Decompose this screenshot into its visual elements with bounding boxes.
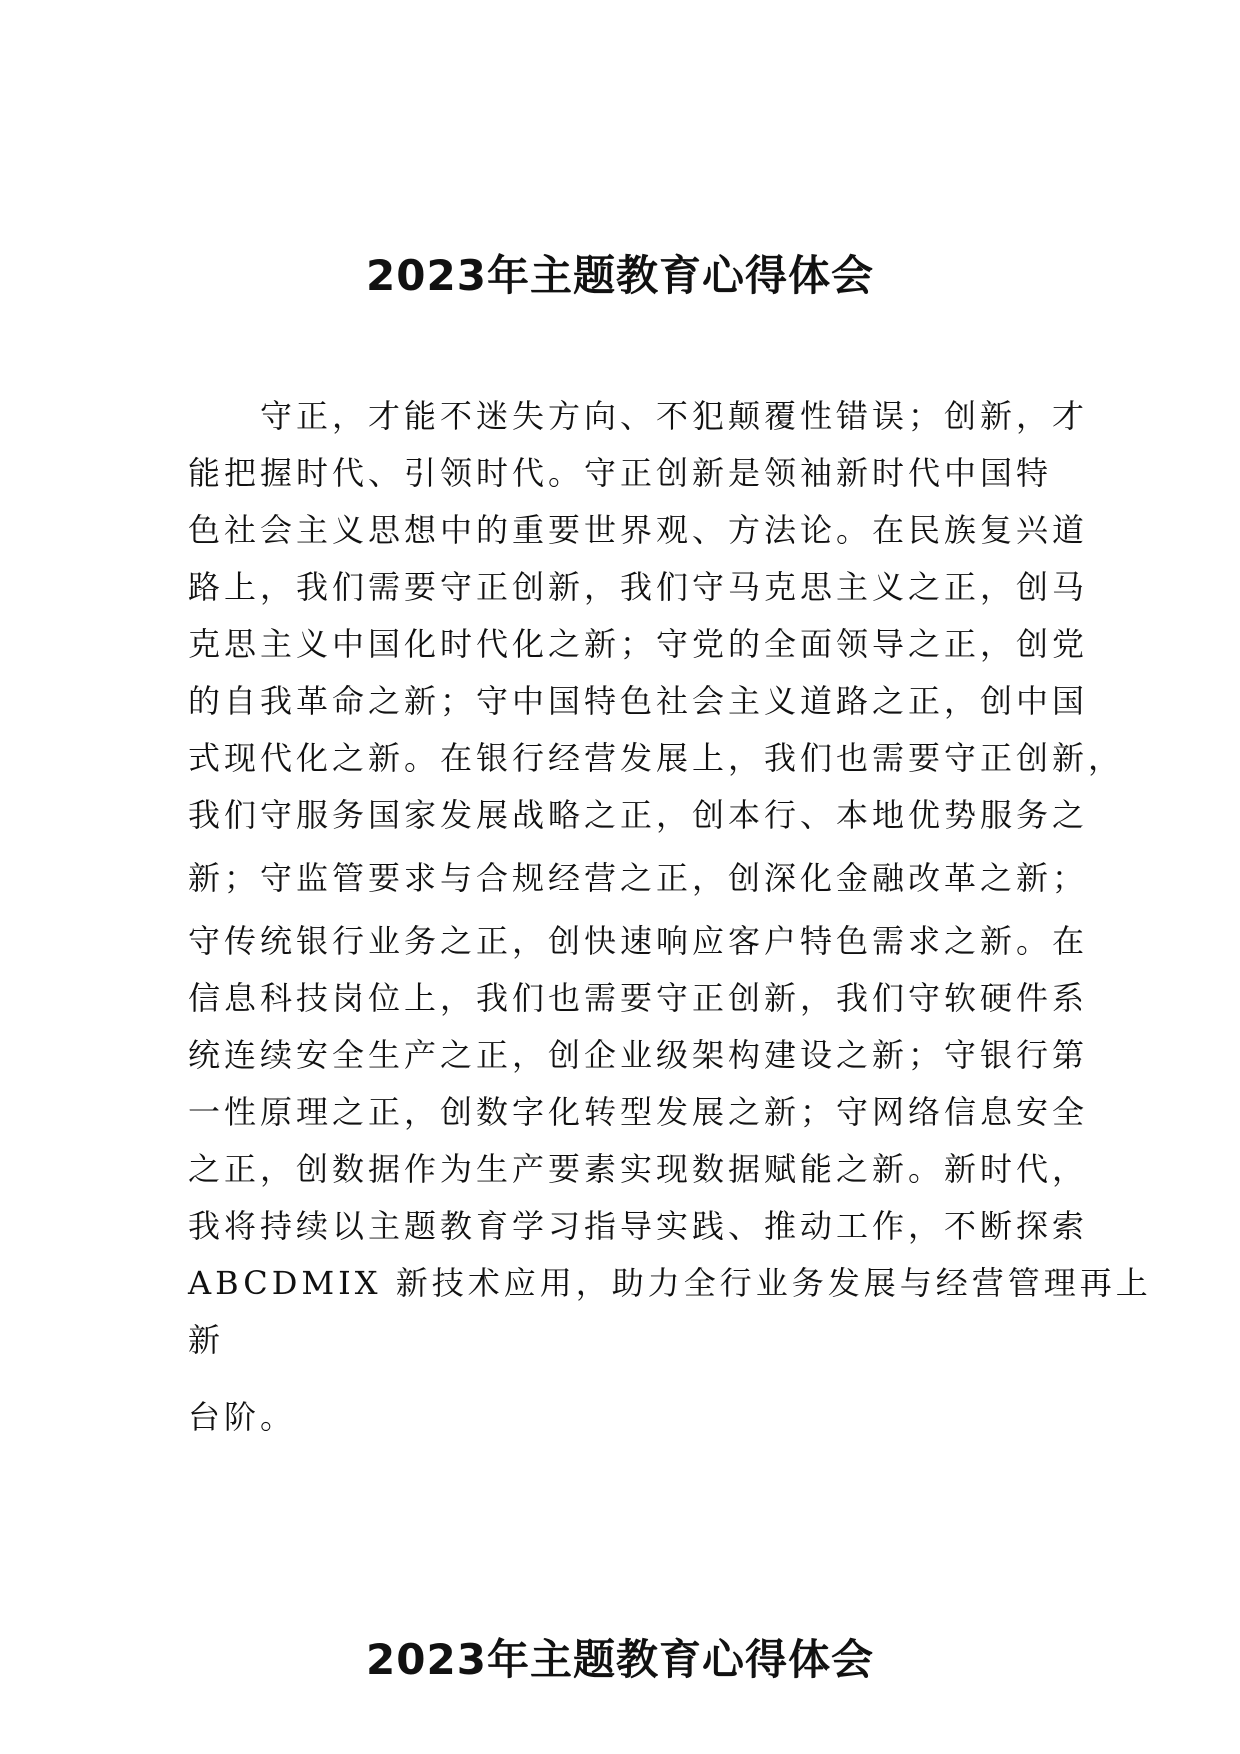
paragraph-line: 路上，我们需要守正创新，我们守马克思主义之正，创马 <box>188 568 1089 606</box>
next-page-title: 2023年主题教育心得体会 <box>366 1635 874 1684</box>
paragraph-line: 之正，创数据作为生产要素实现数据赋能之新。新时代， <box>188 1150 1089 1188</box>
paragraph-line: 新；守监管要求与合规经营之正，创深化金融改革之新； <box>188 859 1089 897</box>
paragraph-line: 新 <box>188 1321 225 1359</box>
paragraph-line: 色社会主义思想中的重要世界观、方法论。在民族复兴道 <box>188 511 1089 549</box>
paragraph-line: 信息科技岗位上，我们也需要守正创新，我们守软硬件系 <box>188 979 1089 1017</box>
page-title: 2023年主题教育心得体会 <box>366 251 874 300</box>
paragraph-line: 的自我革命之新；守中国特色社会主义道路之正，创中国 <box>188 682 1089 720</box>
paragraph-line: 我们守服务国家发展战略之正，创本行、本地优势服务之 <box>188 796 1089 834</box>
paragraph-line: 一性原理之正，创数字化转型发展之新；守网络信息安全 <box>188 1093 1089 1131</box>
paragraph-line: 我将持续以主题教育学习指导实践、推动工作，不断探索 <box>188 1207 1089 1245</box>
paragraph-line: 守传统银行业务之正，创快速响应客户特色需求之新。在 <box>188 922 1089 960</box>
paragraph-line: 台阶。 <box>188 1398 297 1436</box>
paragraph-line: 守正，才能不迷失方向、不犯颠覆性错误；创新，才 <box>188 397 1089 435</box>
paragraph-line: 统连续安全生产之正，创企业级架构建设之新；守银行第 <box>188 1036 1089 1074</box>
paragraph-line: 式现代化之新。在银行经营发展上，我们也需要守正创新， <box>188 739 1125 777</box>
body-paragraph <box>188 388 1152 1446</box>
paragraph-line: 能把握时代、引领时代。守正创新是领袖新时代中国特 <box>188 454 1053 492</box>
paragraph-line: 克思主义中国化时代化之新；守党的全面领导之正，创党 <box>188 625 1089 663</box>
paragraph-line: ABCDMIX 新技术应用，助力全行业务发展与经营管理再上 <box>188 1264 1152 1302</box>
